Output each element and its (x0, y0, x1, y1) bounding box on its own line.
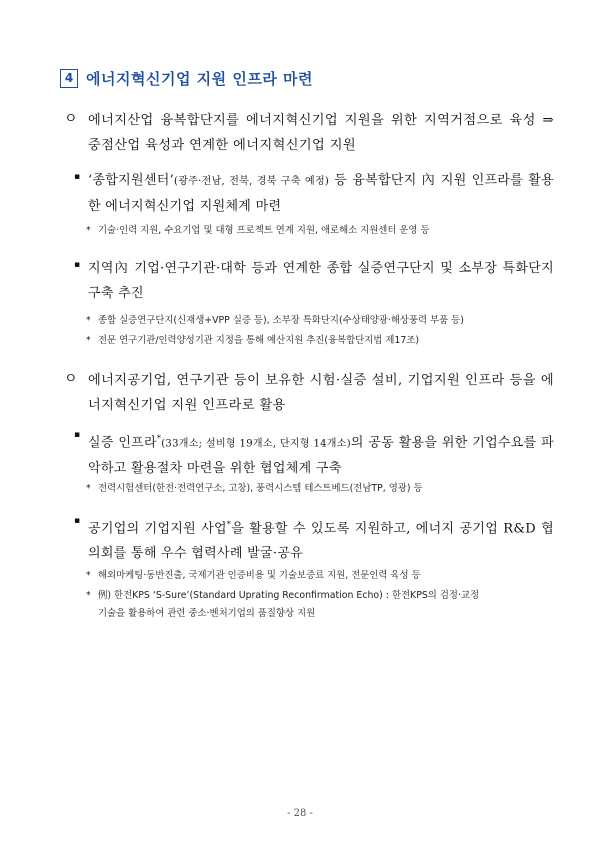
note-star: * (86, 315, 91, 326)
note-6-line-2: 기술을 활용하여 관련 중소·벤처기업의 품질향상 지원 (98, 608, 316, 619)
note-5-text: 해외마케팅·동반진출, 국제기관 인증비용 및 기술보증료 지원, 전문인력 육성 등 (98, 570, 421, 581)
note-1 (86, 222, 556, 240)
note-star: * (86, 590, 91, 601)
square-bullet: ▪ (74, 430, 81, 440)
note-6 (86, 587, 556, 623)
page-number: - 28 - (287, 808, 313, 819)
square-bullet: ▪ (74, 172, 81, 182)
note-star: * (86, 225, 91, 236)
note-star: * (86, 483, 91, 494)
item-4-footnote-mark: * (226, 520, 232, 529)
note-2-text: 종합 실증연구단지(신재생+VPP 실증 등), 소부장 특화단지(수상태양광·해상풍력 부품 등) (98, 315, 464, 326)
square-item-3 (74, 426, 554, 481)
circle-bullet: ㅇ (64, 111, 78, 127)
note-star: * (86, 335, 91, 346)
square-item-1 (74, 168, 554, 219)
note-3-text: 전문 연구기관/인력양성기관 지정을 통해 예산지원 추진(융복합단지법 제17조) (98, 335, 420, 346)
circle-item-1-text: 에너지산업 융복합단지를 에너지혁신기업 지원을 위한 지역거점으로 육성 ⇒ 중점산업 육성과 연계한 에너지혁신기업 지원 (88, 113, 554, 153)
square-bullet: ▪ (74, 260, 81, 270)
note-4-text: 전력시험센터(한전·전력연구소, 고창), 풍력시스템 테스트베드(전남TP, 영광) 등 (98, 483, 423, 494)
square-item-4 (74, 512, 554, 566)
square-item-1-text (88, 168, 554, 219)
item-1-lead: ‘종합지원센터’ (88, 173, 175, 188)
note-1-text: 기술·인력 지원, 수요기업 및 대형 프로젝트 연계 지원, 애로해소 지원센터 운영 등 (98, 225, 430, 236)
item-3-footnote-mark: * (156, 434, 162, 443)
note-4 (86, 480, 556, 498)
circle-item-1 (64, 108, 554, 158)
item-4-lead: 공기업의 기업지원 사업 (88, 521, 227, 537)
note-star: * (86, 570, 91, 581)
square-bullet: ▪ (74, 516, 81, 526)
item-1-rest: 등 융복합단지 內 지원 인프라를 활용한 에너지혁신기업 지원체계 마련 (88, 173, 554, 214)
item-1-paren: (광주·전남, 전북, 경북 구축 예정) (174, 176, 330, 187)
item-4-rest: 을 활용할 수 있도록 지원하고, 에너지 공기업 R&D 협의회를 통해 우수 협력사례 발굴·공유 (88, 521, 554, 562)
square-item-2-text: 지역內 기업·연구기관·대학 등과 연계한 종합 실증연구단지 및 소부장 특화단지 구축 추진 (88, 261, 554, 301)
square-item-4-text (88, 512, 554, 566)
section-title: 에너지혁신기업 지원 인프라 마련 (86, 70, 314, 88)
note-2 (86, 312, 556, 330)
square-item-3-text (88, 426, 554, 481)
square-item-2 (74, 256, 554, 306)
section-heading (60, 68, 313, 89)
circle-item-2 (64, 368, 554, 418)
note-6-line-1: 例) 한전KPS ‘S-Sure’(Standard Uprating Reconfirmation Echo) : 한전KPS의 검정·교정 (98, 590, 480, 601)
section-number-box: 4 (60, 69, 78, 88)
circle-item-2-text: 에너지공기업, 연구기관 등이 보유한 시험·실증 설비, 기업지원 인프라 등을 에너지혁신기업 지원 인프라로 활용 (88, 373, 554, 413)
item-3-lead: 실증 인프라 (88, 435, 157, 451)
note-3 (86, 332, 556, 350)
item-3-paren: (33개소; 설비형 19개소, 단지형 14개소) (161, 438, 351, 450)
note-5 (86, 567, 556, 585)
item-3-rest: 의 공동 활용을 위한 기업수요를 파악하고 활용절차 마련을 위한 협업체계 구축 (88, 435, 554, 477)
circle-bullet: ㅇ (64, 371, 78, 387)
